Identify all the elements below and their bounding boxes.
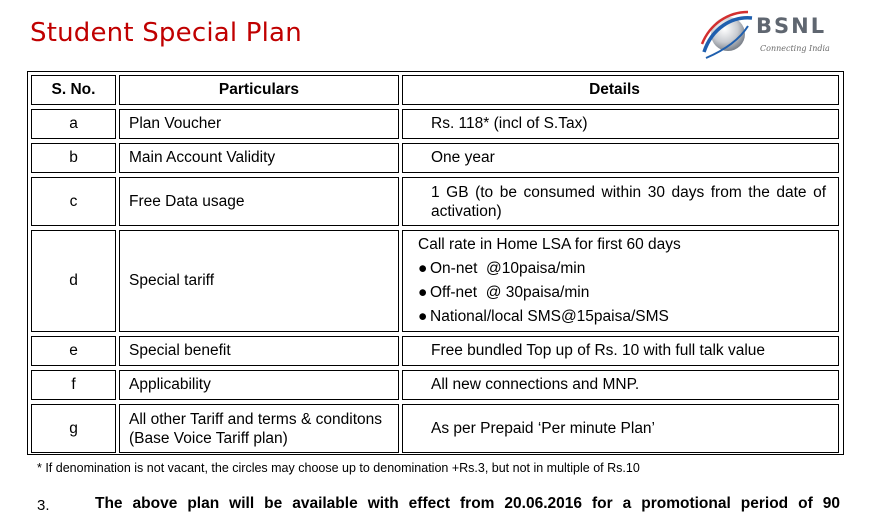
header-particulars: Particulars [119,75,399,105]
tariff-item-text: National/local SMS@15paisa/SMS [430,308,669,325]
tariff-item [418,281,826,305]
paragraph-text: The above plan will be available with effect from 20.06.2016 for a promotional period of 90 [95,495,840,512]
row-detail: All new connections and MNP. [402,370,839,400]
row-detail: 1 GB (to be consumed within 30 days from the date of activation) [402,177,839,226]
row-sno: g [31,404,116,453]
table-row [31,177,839,226]
table-row [31,336,839,366]
bsnl-logo [698,8,848,62]
row-detail: As per Prepaid ‘Per minute Plan’ [402,404,839,453]
bullet-dot-icon: ● [418,260,428,277]
plan-table [28,71,842,457]
tariff-item [418,257,826,281]
row-particular: Plan Voucher [119,109,399,139]
table-row [31,143,839,173]
row-particular: Free Data usage [119,177,399,226]
row-particular: Applicability [119,370,399,400]
paragraph-number: 3. [37,497,50,514]
row-sno: f [31,370,116,400]
page-title: Student Special Plan [30,18,302,48]
row-detail: One year [402,143,839,173]
row-detail: Rs. 118* (incl of S.Tax) [402,109,839,139]
tariff-item-text: Off-net @ 30paisa/min [430,284,590,301]
tariff-intro: Call rate in Home LSA for first 60 days [418,236,681,253]
table-row [31,109,839,139]
table-row [31,404,839,453]
footnote: * If denomination is not vacant, the circles may choose up to denomination +Rs.3, but not in multiple of Rs.10 [37,461,640,475]
bullet-dot-icon: ● [418,308,428,325]
row-particular: All other Tariff and terms & conditons (Base Voice Tariff plan) [119,404,399,453]
bullet-dot-icon: ● [418,284,428,301]
row-sno: b [31,143,116,173]
row-particular: Main Account Validity [119,143,399,173]
row-sno: c [31,177,116,226]
row-sno: a [31,109,116,139]
row-sno: e [31,336,116,366]
row-sno: d [31,230,116,332]
row-particular: Special benefit [119,336,399,366]
tariff-item [418,305,826,329]
row-detail-tariff [402,230,839,332]
row-detail: Free bundled Top up of Rs. 10 with full talk value [402,336,839,366]
table-header-row [31,75,839,105]
logo-tagline: Connecting India [760,44,830,53]
table-row [31,230,839,332]
table-row [31,370,839,400]
logo-name: BSNL [756,14,827,38]
header-details: Details [402,75,839,105]
row-particular: Special tariff [119,230,399,332]
bsnl-globe-icon [698,8,756,62]
tariff-item-text: On-net @10paisa/min [430,260,586,277]
header-sno: S. No. [31,75,116,105]
